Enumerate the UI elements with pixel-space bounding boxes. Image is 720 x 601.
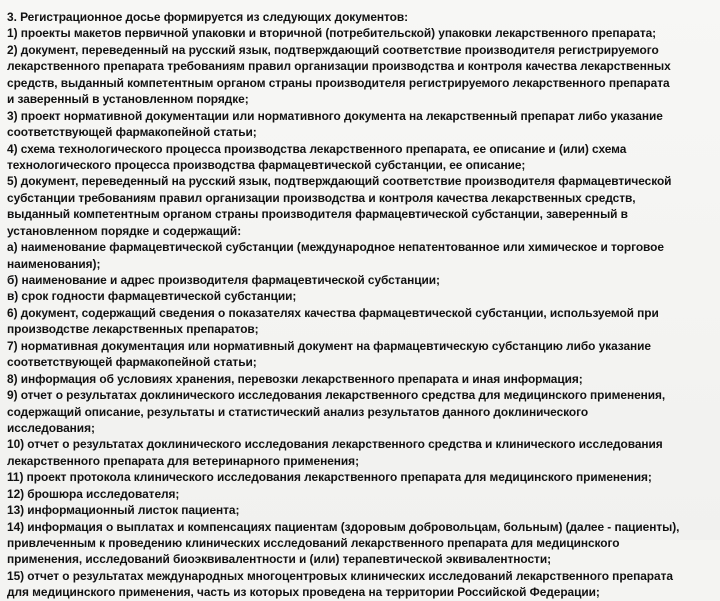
document-line: выданный компетентным органом страны производителя фармацевтической субстанции, заверенный в — [7, 207, 628, 222]
document-line: 9) отчет о результатах доклинического исследования лекарственного средства для медицинского применения, — [7, 388, 666, 403]
document-line: 3) проект нормативной документации или нормативного документа на лекарственный препарат либо указание — [7, 108, 663, 123]
document-line: а) наименование фармацевтической субстанции (международное непатентованное или химическое и торговое — [7, 240, 664, 255]
document-line: соответствующей фармакопейной статьи; — [7, 355, 257, 370]
document-line: 14) информация о выплатах и компенсациях пациентам (здоровым добровольцам, больным) (далее - пациенты), — [7, 519, 680, 534]
document-line: привлеченным к проведению клинических исследований лекарственного препарата для медицинского — [7, 536, 620, 550]
document-line: лекарственного препарата требованиям правил организации производства и контроля качества лекарственных — [7, 59, 671, 74]
document-line: субстанции требованиям правил организации производства и контроля качества лекарственных средств, — [7, 190, 636, 205]
document-line: лекарственного препарата для ветеринарного применения; — [7, 453, 359, 468]
document-line: применения, исследований биоэквивалентности и (или) терапевтической эквивалентности; — [7, 552, 551, 567]
document-line: установленном порядке и содержащий: — [7, 223, 242, 238]
document-line: исследования; — [7, 420, 95, 435]
document-line: 4) схема технологического процесса производства лекарственного препарата, ее описание и (или) схема — [7, 141, 627, 156]
document-line: 12) брошюра исследователя; — [7, 486, 180, 501]
document-line: для медицинского применения, часть из которых проведена на территории Российской Федерации; — [7, 585, 600, 600]
document-text — [7, 9, 719, 601]
document-line: 7) нормативная документация или нормативный документ на фармацевтическую субстанцию либо указание — [7, 338, 651, 353]
document-line: 11) проект протокола клинического исследования лекарственного препарата для медицинского применения; — [7, 470, 652, 485]
document-line: производстве лекарственных препаратов; — [7, 322, 259, 337]
document-line: в) срок годности фармацевтической субстанции; — [7, 289, 297, 304]
document-line: содержащий описание, результаты и статистический анализ результатов данного доклинического — [7, 404, 589, 419]
document-line: 15) отчет о результатах международных многоцентровых клинических исследований лекарственного препарата — [7, 568, 673, 583]
document-line: 1) проекты макетов первичной упаковки и вторичной (потребительской) упаковки лекарственного препарата; — [7, 26, 657, 41]
document-line: б) наименование и адрес производителя фармацевтической субстанции; — [7, 273, 440, 287]
document-line: наименования); — [7, 256, 101, 271]
document-line: 2) документ, переведенный на русский язык, подтверждающий соответствие производителя регистрируемого — [7, 42, 659, 57]
document-line: 5) документ, переведенный на русский язык, подтверждающий соответствие производителя фармацевтической — [7, 174, 672, 189]
document-line: 6) документ, содержащий сведения о показателях качества фармацевтической субстанции, используемой при — [7, 305, 659, 320]
document-heading: 3. Регистрационное досье формируется из следующих документов: — [7, 10, 409, 24]
document-line: технологического процесса производства фармацевтической субстанции, ее описание; — [7, 157, 526, 172]
document-line: 8) информация об условиях хранения, перевозки лекарственного препарата и иная информация; — [7, 371, 583, 386]
document-line: 13) информационный листок пациента; — [7, 503, 240, 518]
document-line: средств, выданный компетентным органом страны производителя регистрируемого лекарственного препарата — [7, 75, 670, 90]
document-line: 10) отчет о результатах доклинического исследования лекарственного средства и клинического исследования — [7, 437, 663, 452]
document-line: соответствующей фармакопейной статьи; — [7, 125, 257, 140]
document-line: и заверенный в установленном порядке; — [7, 92, 249, 107]
